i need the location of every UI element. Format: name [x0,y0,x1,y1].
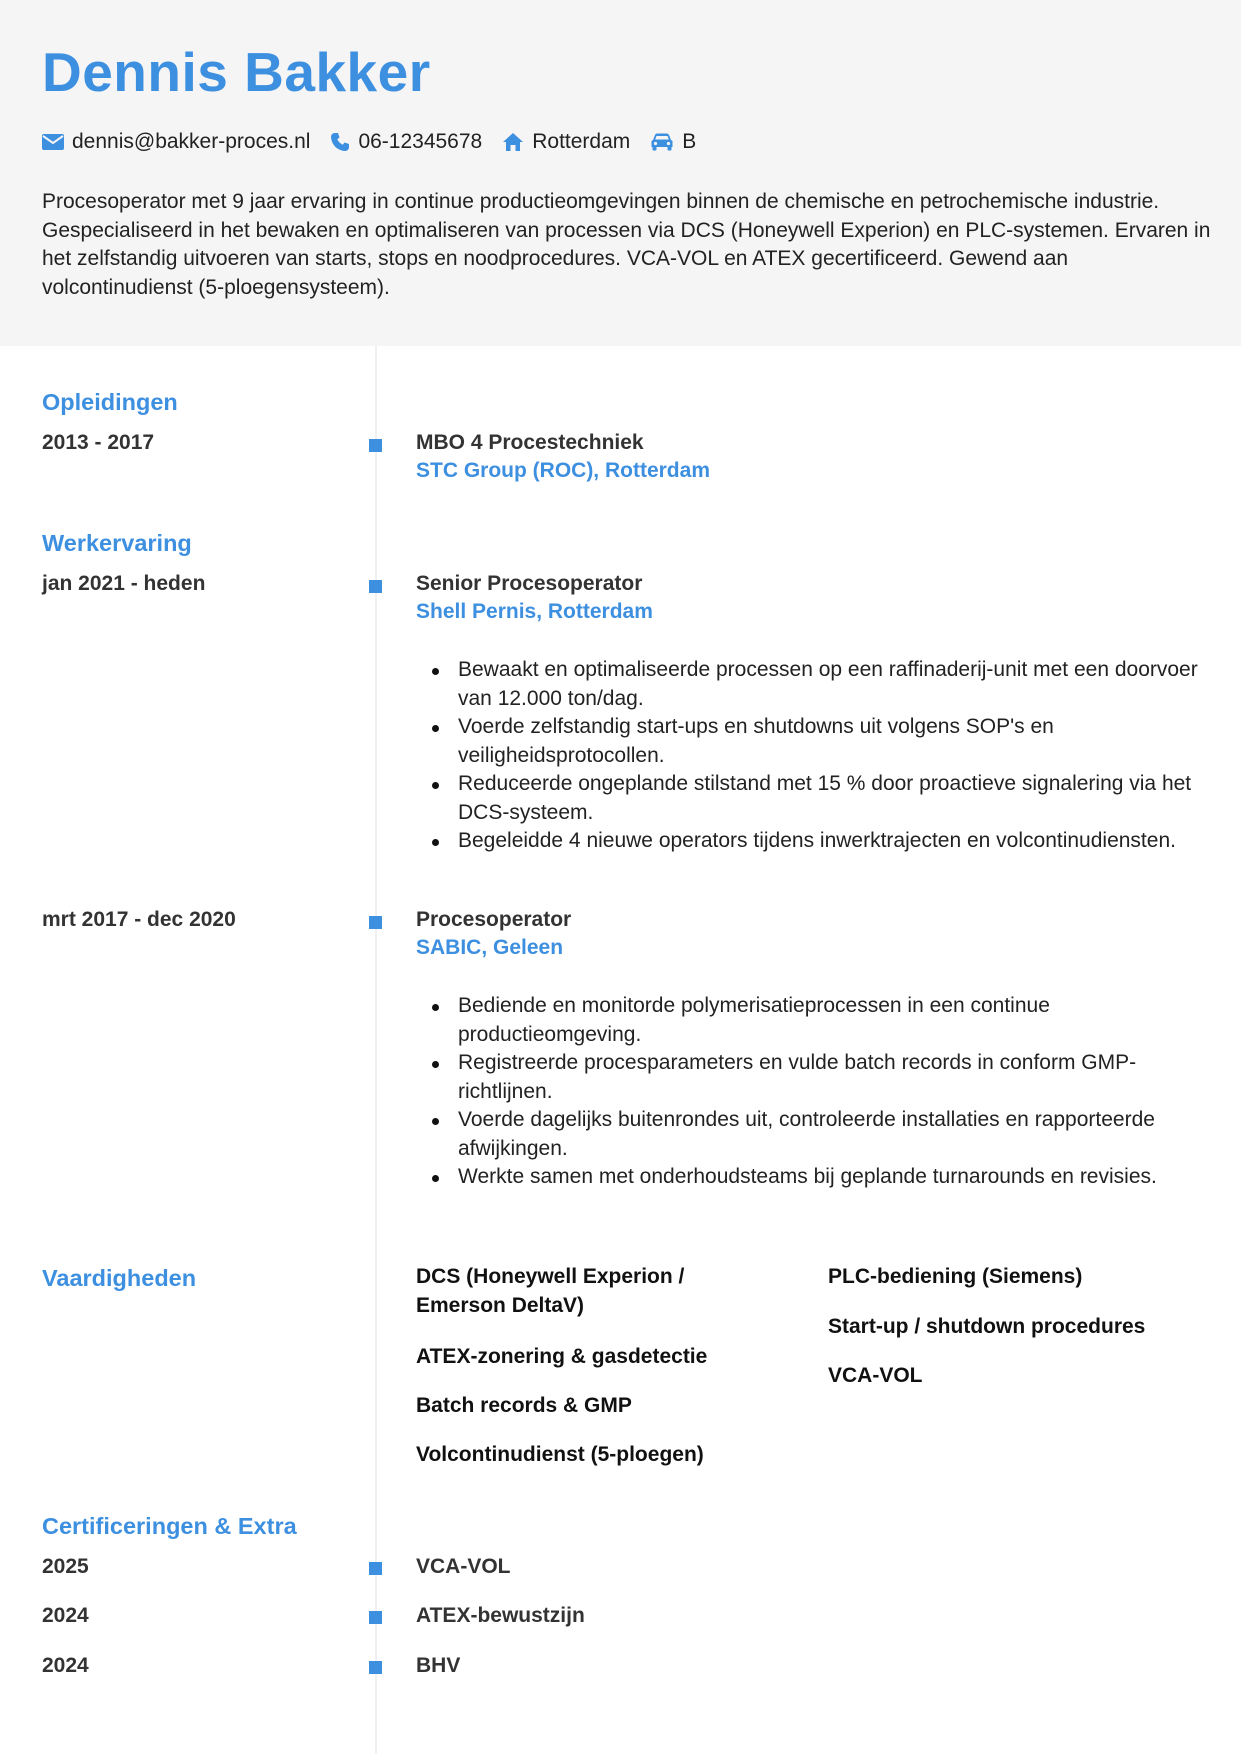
certification-title: ATEX-bewustzijn [416,1604,585,1627]
section-title-skills: Vaardigheden [42,1265,197,1291]
skill-item: Volcontinudienst (5-ploegen) [416,1443,704,1466]
contact-phone[interactable] [330,130,482,154]
job-title: Procesoperator [416,908,572,931]
job-bullets [416,656,1206,856]
contact-email[interactable] [42,130,310,154]
candidate-name: Dennis Bakker [42,41,431,103]
certification-date: 2024 [42,1604,89,1627]
contact-bar [42,128,716,156]
car-icon [650,133,674,151]
home-icon [502,132,524,152]
section-title-experience: Werkervaring [42,530,192,556]
timeline-marker [369,580,382,593]
timeline-marker [369,1562,382,1575]
timeline-marker [369,916,382,929]
timeline-marker [369,1611,382,1624]
list-item: Werkte samen met onderhoudsteams bij geplande turnarounds en revisies. [416,1163,1206,1192]
certification-date: 2025 [42,1555,89,1578]
list-item: Bewaakt en optimaliseerde processen op een raffinaderij-unit met een doorvoer van 12.000 ton/dag. [416,656,1206,713]
section-title-education: Opleidingen [42,389,178,415]
certification-title: VCA-VOL [416,1555,511,1578]
contact-city [502,130,630,154]
education-date: 2013 - 2017 [42,431,155,454]
list-item: Bediende en monitorde polymerisatieprocessen in een continue productieomgeving. [416,992,1206,1049]
certification-date: 2024 [42,1654,89,1677]
skill-item: PLC-bediening (Siemens) [828,1265,1083,1288]
skill-item: DCS (Honeywell Experion / Emerson DeltaV) [416,1265,685,1317]
certification-title: BHV [416,1654,461,1677]
job-employer: Shell Pernis, Rotterdam [416,600,653,623]
section-title-certifications: Certificeringen & Extra [42,1513,297,1539]
job-employer: SABIC, Geleen [416,936,564,959]
list-item: Voerde zelfstandig start-ups en shutdowns uit volgens SOP's en veiligheidsprotocollen. [416,713,1206,770]
timeline-divider [375,346,377,1754]
job-title: Senior Procesoperator [416,572,643,595]
skill-item: Start-up / shutdown procedures [828,1315,1146,1338]
email-text: dennis@bakker-proces.nl [72,130,311,153]
envelope-icon [42,134,64,150]
skill-item: ATEX-zonering & gasdetectie [416,1345,708,1368]
phone-text: 06-12345678 [358,130,483,153]
list-item: Begeleidde 4 nieuwe operators tijdens inwerktrajecten en volcontinudiensten. [416,827,1206,856]
education-institution: STC Group (ROC), Rotterdam [416,459,710,482]
job-date: jan 2021 - heden [42,572,206,595]
city-text: Rotterdam [532,130,631,153]
header [0,0,1241,346]
job-bullets [416,992,1206,1192]
list-item: Reduceerde ongeplande stilstand met 15 % door proactieve signalering via het DCS-systeem. [416,770,1206,827]
education-title: MBO 4 Procestechniek [416,431,644,454]
timeline-marker [369,1661,382,1674]
job-date: mrt 2017 - dec 2020 [42,908,236,931]
skill-item: Batch records & GMP [416,1394,632,1417]
phone-icon [330,132,350,152]
list-item: Voerde dagelijks buitenrondes uit, controleerde installaties en rapporteerde afwijkingen. [416,1106,1206,1163]
timeline-marker [369,439,382,452]
profile-summary: Procesoperator met 9 jaar ervaring in continue productieomgevingen binnen de chemische en petrochemische industrie. Gespecialiseerd in het bewaken en optimaliseren van processen via DCS (Honeywell Experion) en PLC-systemen. Ervaren in het zelfstandig uitvoeren van starts, stops en noodprocedures. VCA-VOL en ATEX gecertificeerd. Gewend aan volcontinudienst (5-ploegensysteem). [42,190,1211,299]
contact-license [650,130,696,154]
license-text: B [682,130,697,153]
list-item: Registreerde procesparameters en vulde batch records in conform GMP-richtlijnen. [416,1049,1206,1106]
skill-item: VCA-VOL [828,1364,923,1387]
